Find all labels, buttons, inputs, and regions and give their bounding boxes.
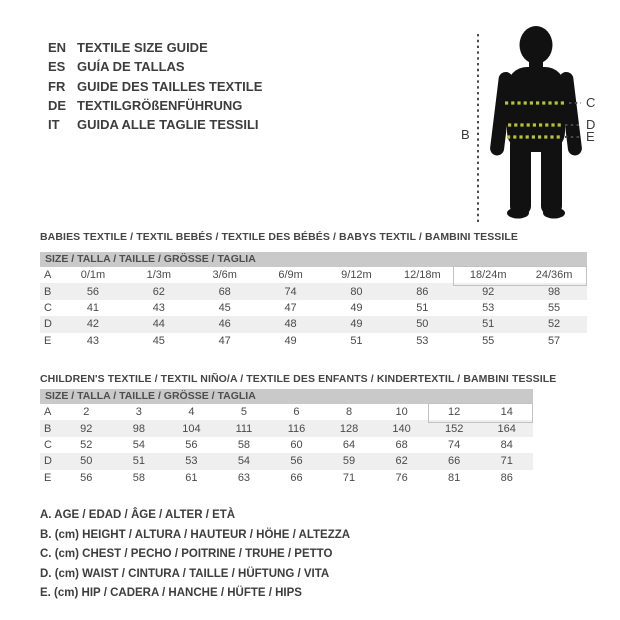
value-cell: 52	[547, 318, 561, 331]
table-row	[40, 300, 587, 316]
value-cell: 58	[132, 471, 145, 484]
value-cell: 3	[135, 406, 142, 419]
value-cell: 2	[83, 406, 90, 419]
size-header-bar: SIZE / TALLA / TAILLE / GRÖSSE / TAGLIA	[40, 252, 587, 267]
value-cell: 12/18m	[403, 269, 441, 282]
value-cell: 51	[350, 334, 363, 347]
value-cell: 81	[448, 471, 461, 484]
row-label: C	[44, 301, 52, 314]
figure-block	[455, 10, 615, 225]
value-cell: 68	[218, 285, 231, 298]
table-row	[40, 437, 533, 453]
value-cell: 8	[345, 406, 353, 419]
table-row	[40, 420, 533, 436]
value-cell: 98	[132, 422, 145, 435]
value-cell: 164	[497, 422, 516, 435]
legend-item: A. AGE / EDAD / ÂGE / ALTER / ETÀ	[40, 509, 236, 521]
value-cell: 66	[290, 471, 303, 484]
value-cell: 71	[342, 471, 356, 484]
value-cell: 14	[500, 406, 513, 419]
value-cell: 55	[547, 301, 561, 314]
language-code: EN	[48, 40, 67, 55]
value-cell: 51	[482, 318, 495, 331]
value-cell: 55	[482, 334, 495, 347]
value-cell: 56	[80, 471, 93, 484]
value-cell: 18/24m	[469, 269, 507, 282]
table-row	[40, 267, 587, 283]
value-cell: 59	[342, 455, 356, 468]
value-cell: 56	[290, 455, 303, 468]
value-cell: 98	[547, 285, 561, 298]
child-silhouette	[455, 10, 615, 225]
value-cell: 71	[500, 455, 513, 468]
value-cell: 86	[416, 285, 429, 298]
row-label: D	[44, 318, 52, 331]
value-cell: 49	[350, 318, 363, 331]
value-cell: 52	[80, 438, 93, 451]
row-label: A	[44, 269, 52, 282]
value-cell: 51	[416, 301, 429, 314]
value-cell: 68	[395, 438, 408, 451]
value-cell: 0/1m	[80, 269, 106, 282]
language-row	[48, 77, 262, 96]
value-cell: 50	[80, 455, 93, 468]
value-cell: 12	[448, 406, 461, 419]
value-cell: 92	[482, 285, 495, 298]
children-table-title: CHILDREN'S TEXTILE / TEXTIL NIÑO/A / TEXTILE DES ENFANTS / KINDERTEXTIL / BAMBINI TESSILE	[40, 373, 557, 385]
value-cell: 104	[182, 422, 201, 435]
value-cell: 44	[152, 318, 165, 331]
language-list	[48, 38, 262, 134]
legend-item: B. (cm) HEIGHT / ALTURA / HAUTEUR / HÖHE / ALTEZZA	[40, 528, 351, 541]
value-cell: 116	[287, 422, 306, 435]
row-label: B	[44, 285, 52, 298]
value-cell: 53	[416, 334, 429, 347]
value-cell: 42	[86, 318, 100, 331]
value-cell: 63	[237, 471, 251, 484]
value-cell: 84	[500, 438, 513, 451]
value-cell: 80	[350, 285, 363, 298]
value-cell: 62	[152, 285, 165, 298]
legend-list	[40, 506, 350, 604]
value-cell: 92	[80, 422, 93, 435]
value-cell: 47	[218, 334, 231, 347]
language-code: IT	[48, 117, 60, 133]
value-cell: 61	[185, 471, 198, 484]
value-cell: 45	[152, 334, 165, 347]
language-code: FR	[48, 78, 66, 94]
language-code: ES	[48, 59, 66, 75]
value-cell: 49	[284, 334, 297, 347]
value-cell: 60	[290, 438, 303, 451]
value-cell: 140	[392, 422, 411, 435]
language-label: GUIDE DES TAILLES TEXTILE	[77, 78, 263, 94]
value-cell: 51	[132, 455, 145, 468]
legend-item: D. (cm) WAIST / CINTURA / TAILLE / HÜFTUNG / VITA	[40, 567, 330, 580]
value-cell: 49	[350, 301, 363, 314]
value-cell: 10	[395, 406, 408, 419]
value-cell: 1/3m	[146, 269, 172, 282]
language-label: TEXTILE SIZE GUIDE	[77, 40, 208, 55]
language-row	[48, 115, 262, 134]
value-cell: 4	[188, 406, 195, 419]
row-label: B	[44, 422, 52, 435]
value-cell: 5	[240, 406, 247, 419]
language-label: GUIDA ALLE TAGLIE TESSILI	[77, 117, 259, 133]
value-cell: 56	[86, 285, 100, 298]
language-label: TEXTILGRÖßENFÜHRUNG	[77, 97, 243, 113]
value-cell: 43	[152, 301, 165, 314]
table-row	[40, 453, 533, 469]
language-row	[48, 57, 262, 76]
value-cell: 53	[482, 301, 495, 314]
legend-item: E. (cm) HIP / CADERA / HANCHE / HÜFTE / HIPS	[40, 587, 302, 600]
value-cell: 56	[185, 438, 198, 451]
value-cell: 64	[342, 438, 356, 451]
value-cell: 41	[86, 301, 100, 314]
value-cell: 6	[293, 406, 300, 419]
value-cell: 62	[395, 455, 408, 468]
row-label: E	[44, 334, 52, 347]
table-row	[40, 404, 533, 420]
table-row	[40, 316, 587, 332]
value-cell: 57	[547, 334, 561, 347]
value-cell: 47	[284, 301, 297, 314]
value-cell: 45	[218, 301, 231, 314]
value-cell: 46	[218, 318, 231, 331]
child-body	[489, 26, 582, 219]
row-label: D	[44, 455, 52, 468]
language-code: DE	[48, 97, 67, 113]
language-label: GUÍA DE TALLAS	[77, 59, 185, 75]
value-cell: 9/12m	[341, 269, 372, 282]
legend-item: C. (cm) CHEST / PECHO / POITRINE / TRUHE / PETTO	[40, 548, 333, 561]
chest-label: C	[586, 95, 596, 110]
value-cell: 50	[416, 318, 429, 331]
height-label: B	[461, 127, 470, 142]
value-cell: 152	[444, 422, 464, 435]
value-cell: 128	[339, 422, 359, 435]
value-cell: 74	[448, 438, 461, 451]
value-cell: 66	[448, 455, 461, 468]
value-cell: 48	[284, 318, 297, 331]
value-cell: 24/36m	[535, 269, 573, 282]
table-row	[40, 283, 587, 299]
value-cell: 54	[132, 438, 145, 451]
value-cell: 54	[237, 455, 251, 468]
value-cell: 111	[235, 422, 253, 435]
value-cell: 58	[237, 438, 251, 451]
babies-table	[40, 252, 587, 349]
row-label: E	[44, 471, 52, 484]
value-cell: 43	[86, 334, 100, 347]
value-cell: 3/6m	[212, 269, 237, 282]
hip-label: E	[586, 129, 595, 144]
children-table	[40, 389, 533, 486]
row-label: C	[44, 438, 52, 451]
value-cell: 53	[185, 455, 198, 468]
language-row	[48, 96, 262, 115]
table-row	[40, 333, 587, 349]
value-cell: 6/9m	[278, 269, 303, 282]
value-cell: 86	[500, 471, 513, 484]
table-row	[40, 470, 533, 486]
babies-table-title: BABIES TEXTILE / TEXTIL BEBÉS / TEXTILE DES BÉBÉS / BABYS TEXTIL / BAMBINI TESSILE	[40, 231, 519, 243]
value-cell: 76	[395, 471, 408, 484]
waist-label: D	[586, 117, 596, 132]
language-row	[48, 38, 262, 57]
size-header-bar: SIZE / TALLA / TAILLE / GRÖSSE / TAGLIA	[40, 389, 533, 404]
row-label: A	[44, 406, 52, 419]
value-cell: 74	[284, 285, 297, 298]
